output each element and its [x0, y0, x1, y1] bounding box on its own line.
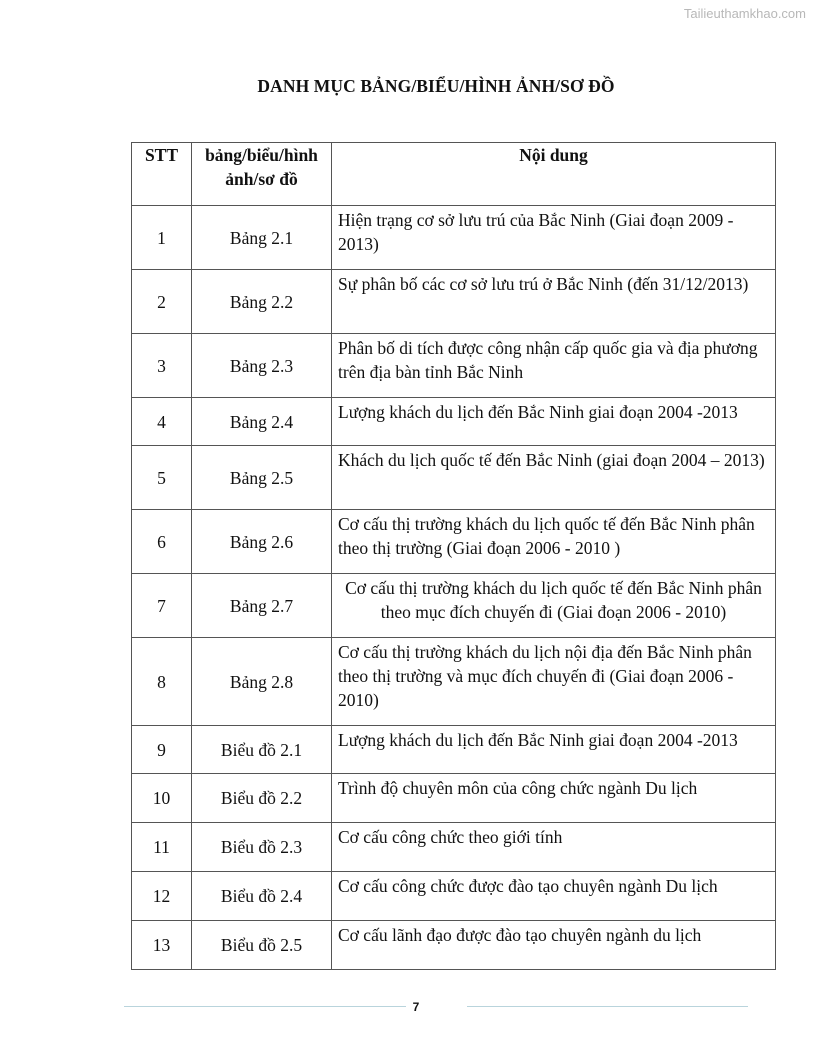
row-stt: 12: [132, 872, 192, 921]
row-stt: 6: [132, 510, 192, 574]
header-stt: STT: [132, 143, 192, 206]
row-ref: Bảng 2.6: [192, 510, 332, 574]
row-content: Sự phân bố các cơ sở lưu trú ở Bắc Ninh (đến 31/12/2013): [332, 270, 776, 334]
row-stt: 10: [132, 774, 192, 823]
row-stt: 11: [132, 823, 192, 872]
row-content: Phân bố di tích được công nhận cấp quốc gia và địa phương trên địa bàn tỉnh Bắc Ninh: [332, 334, 776, 398]
row-content: Lượng khách du lịch đến Bắc Ninh giai đoạn 2004 -2013: [332, 726, 776, 774]
row-content: Cơ cấu thị trường khách du lịch quốc tế đến Bắc Ninh phân theo mục đích chuyến đi (Giai đoạn 2006 - 2010): [332, 574, 776, 638]
header-type: bảng/biểu/hình ảnh/sơ đồ: [192, 143, 332, 206]
watermark: Tailieuthamkhao.com: [683, 6, 806, 21]
row-stt: 8: [132, 638, 192, 726]
row-ref: Bảng 2.4: [192, 398, 332, 446]
row-stt: 13: [132, 921, 192, 970]
table-row: [132, 726, 776, 774]
row-stt: 3: [132, 334, 192, 398]
row-content: Cơ cấu thị trường khách du lịch nội địa đến Bắc Ninh phân theo thị trường và mục đích chuyến đi (Giai đoạn 2006 - 2010): [332, 638, 776, 726]
row-stt: 9: [132, 726, 192, 774]
page-number: 7: [412, 1000, 420, 1014]
row-ref: Bảng 2.5: [192, 446, 332, 510]
row-content: Cơ cấu công chức theo giới tính: [332, 823, 776, 872]
row-ref: Bảng 2.7: [192, 574, 332, 638]
row-ref: Biểu đồ 2.3: [192, 823, 332, 872]
row-ref: Biểu đồ 2.5: [192, 921, 332, 970]
table-row: [132, 270, 776, 334]
table-row: [132, 574, 776, 638]
row-ref: Bảng 2.3: [192, 334, 332, 398]
row-content: Khách du lịch quốc tế đến Bắc Ninh (giai đoạn 2004 – 2013): [332, 446, 776, 510]
page-title: DANH MỤC BẢNG/BIỂU/HÌNH ẢNH/SƠ ĐỒ: [257, 76, 615, 96]
row-stt: 2: [132, 270, 192, 334]
table-row: [132, 334, 776, 398]
row-ref: Bảng 2.1: [192, 206, 332, 270]
table-header-row: [132, 143, 776, 206]
table-row: [132, 638, 776, 726]
table-row: [132, 510, 776, 574]
table-row: [132, 921, 776, 970]
row-ref: Biểu đồ 2.2: [192, 774, 332, 823]
table-row: [132, 872, 776, 921]
row-content: Hiện trạng cơ sở lưu trú của Bắc Ninh (Giai đoạn 2009 - 2013): [332, 206, 776, 270]
row-stt: 5: [132, 446, 192, 510]
row-content: Trình độ chuyên môn của công chức ngành Du lịch: [332, 774, 776, 823]
row-stt: 4: [132, 398, 192, 446]
row-content: Cơ cấu lãnh đạo được đào tạo chuyên ngành du lịch: [332, 921, 776, 970]
table-row: [132, 446, 776, 510]
row-stt: 7: [132, 574, 192, 638]
table-row: [132, 398, 776, 446]
header-content: Nội dung: [332, 143, 776, 206]
row-ref: Biểu đồ 2.1: [192, 726, 332, 774]
row-content: Cơ cấu thị trường khách du lịch quốc tế đến Bắc Ninh phân theo thị trường (Giai đoạn 2006 - 2010 ): [332, 510, 776, 574]
row-stt: 1: [132, 206, 192, 270]
table-row: [132, 823, 776, 872]
table-row: [132, 206, 776, 270]
row-content: Lượng khách du lịch đến Bắc Ninh giai đoạn 2004 -2013: [332, 398, 776, 446]
row-ref: Bảng 2.8: [192, 638, 332, 726]
table-row: [132, 774, 776, 823]
row-content: Cơ cấu công chức được đào tạo chuyên ngành Du lịch: [332, 872, 776, 921]
list-table: [131, 142, 776, 970]
row-ref: Biểu đồ 2.4: [192, 872, 332, 921]
row-ref: Bảng 2.2: [192, 270, 332, 334]
